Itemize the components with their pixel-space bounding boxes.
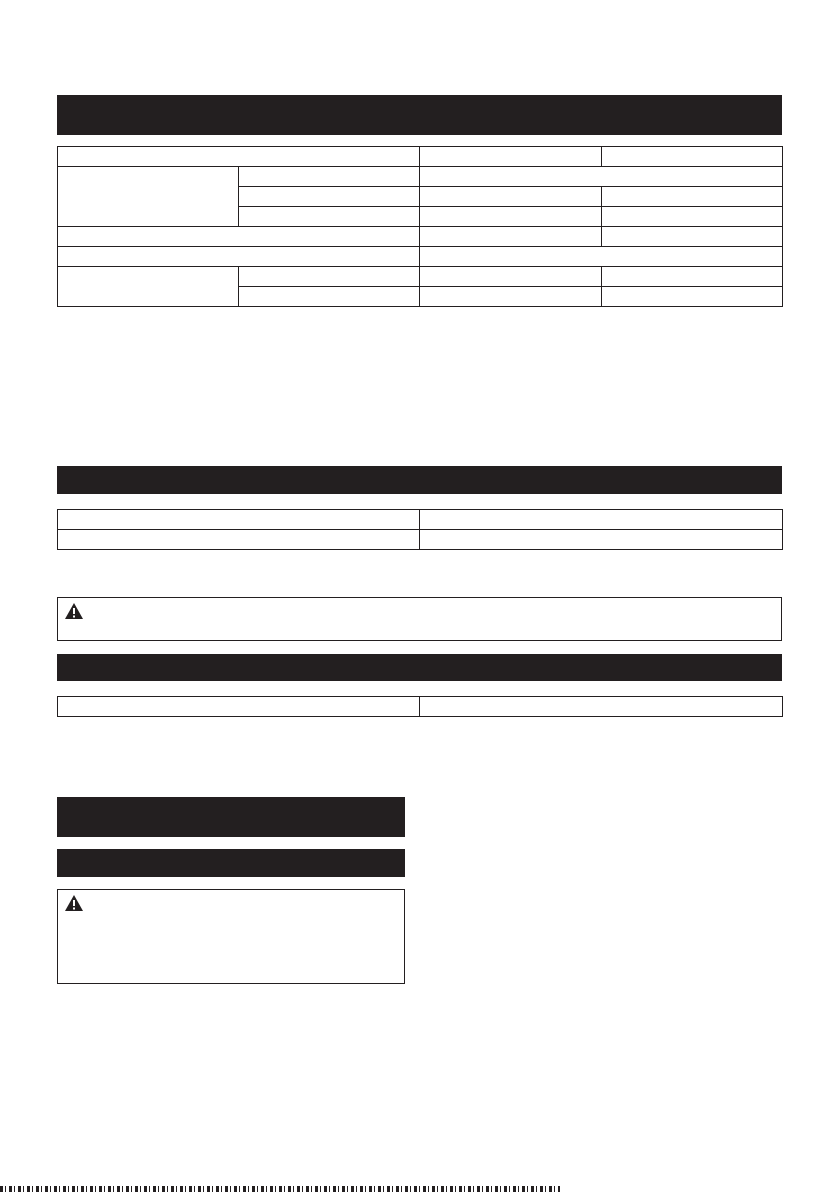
table-row (58, 697, 783, 717)
table-cell (58, 167, 239, 227)
section-header-specifications (57, 95, 782, 135)
table-cell (420, 510, 783, 530)
table-row (58, 530, 783, 550)
subsection-header (57, 849, 405, 877)
table-cell (420, 187, 602, 207)
data-table-3 (57, 696, 783, 717)
table-cell (420, 247, 783, 267)
warning-box-2 (57, 889, 405, 984)
warning-box (57, 597, 782, 641)
table-cell (58, 510, 420, 530)
table-cell (58, 227, 420, 247)
table-cell (602, 147, 783, 167)
table-cell (239, 267, 420, 287)
table-row (58, 247, 783, 267)
table-cell (420, 267, 602, 287)
table-cell (58, 147, 420, 167)
warning-triangle-icon (64, 602, 84, 620)
table-cell (420, 530, 783, 550)
table-row (58, 147, 783, 167)
section-header-safety (57, 797, 405, 837)
table-cell (58, 530, 420, 550)
table-cell (58, 267, 239, 307)
table-cell (239, 207, 420, 227)
table-cell (602, 267, 783, 287)
warning-triangle-icon (64, 894, 84, 912)
table-cell (58, 697, 420, 717)
table-row (58, 510, 783, 530)
specifications-table (57, 146, 783, 307)
data-table-2 (57, 509, 783, 550)
table-cell (420, 147, 602, 167)
page-edge-strip (0, 1186, 560, 1192)
table-cell (420, 287, 602, 307)
table-cell (602, 187, 783, 207)
table-cell (420, 697, 783, 717)
table-cell (602, 207, 783, 227)
table-cell (602, 227, 783, 247)
table-cell (420, 227, 602, 247)
table-row (58, 227, 783, 247)
table-cell (602, 287, 783, 307)
section-header-3 (57, 654, 782, 681)
table-row (58, 267, 783, 287)
section-header-2 (57, 466, 782, 494)
table-cell (239, 287, 420, 307)
table-cell (420, 167, 783, 187)
table-cell (239, 167, 420, 187)
table-cell (239, 187, 420, 207)
table-cell (420, 207, 602, 227)
table-row (58, 167, 783, 187)
table-cell (58, 247, 420, 267)
